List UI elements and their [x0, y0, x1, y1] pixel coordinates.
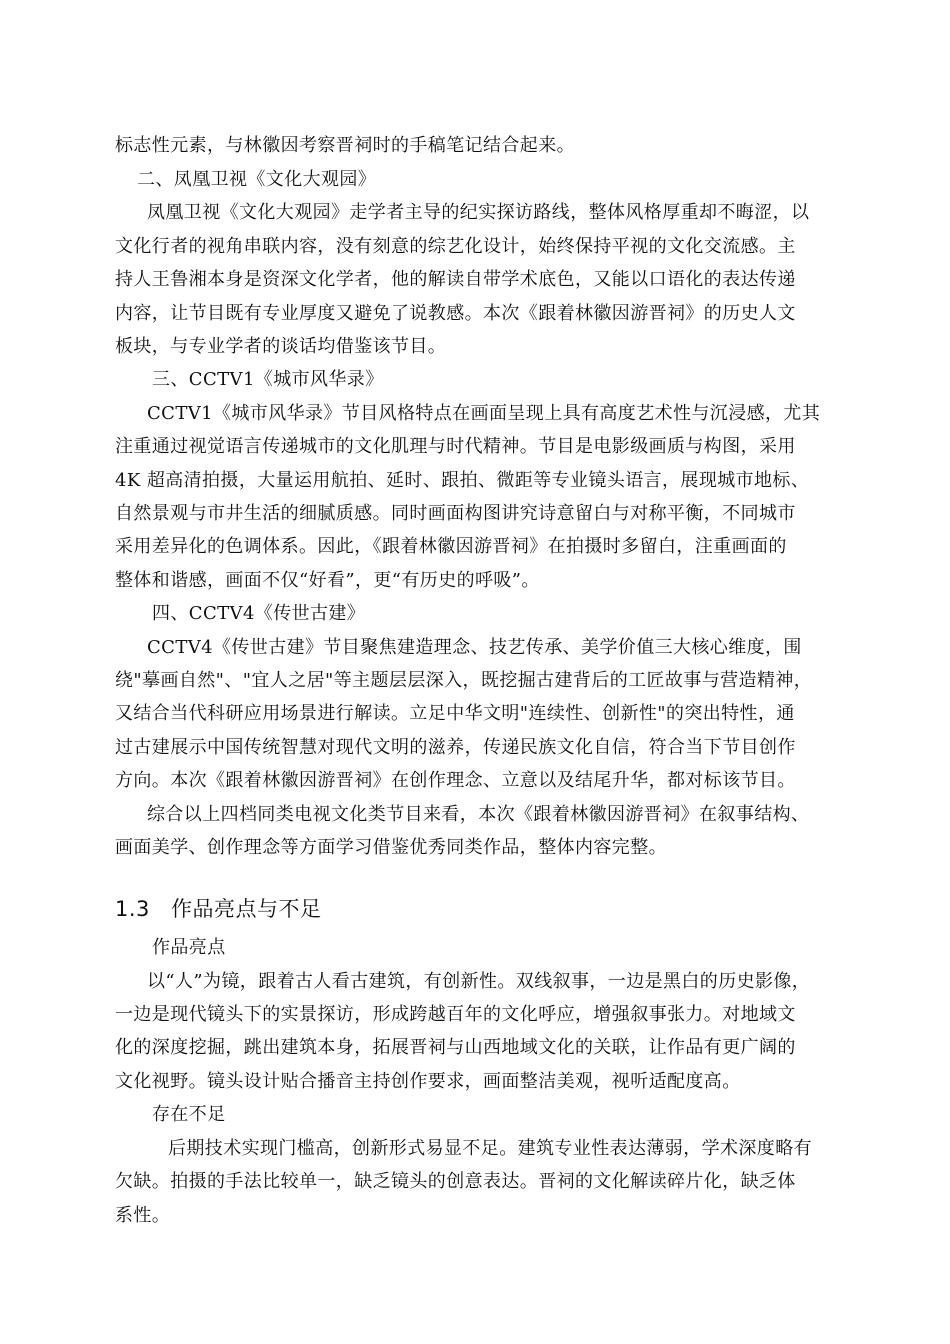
- section-title: 作品亮点与不足: [171, 897, 322, 921]
- paragraph-line: 凤凰卫视《文化大观园》走学者主导的纪实探访路线，整体风格厚重却不晦涩，以: [147, 202, 810, 223]
- paragraph-line: 系性。: [115, 1205, 171, 1226]
- section-number: 1.3: [115, 897, 150, 921]
- paragraph-line: 化的深度挖掘，跳出建筑本身，拓展晋祠与山西地域文化的关联，让作品有更广阔的: [115, 1037, 796, 1058]
- paragraph-line: 绕"摹画自然"、"宜人之居"等主题层层深入，既挖掘古建背后的工匠故事与营造精神，: [115, 670, 813, 691]
- paragraph-line: 又结合当代科研应用场景进行解读。立足中华文明"连续性、创新性"的突出特性，通: [115, 703, 795, 724]
- paragraph-line: 画面美学、创作理念等方面学习借鉴优秀同类作品，整体内容完整。: [115, 837, 667, 858]
- paragraph-line: CCTV1《城市风华录》节目风格特点在画面呈现上具有高度艺术性与沉浸感，尤其: [147, 403, 821, 424]
- subheading-cctv1: 三、CCTV1《城市风华录》: [152, 369, 384, 390]
- paragraph-line: 过古建展示中国传统智慧对现代文明的滋养，传递民族文化自信，符合当下节目创作: [115, 737, 796, 758]
- subheading-shortcomings: 存在不足: [152, 1104, 226, 1125]
- paragraph-line: 整体和谐感，画面不仅“好看”，更“有历史的呼吸”。: [115, 570, 540, 591]
- paragraph-line: CCTV4《传世古建》节目聚焦建造理念、技艺传承、美学价值三大核心维度，围: [147, 637, 802, 658]
- paragraph-line: 后期技术实现门槛高，创新形式易显不足。建筑专业性表达薄弱，学术深度略有: [168, 1138, 812, 1159]
- paragraph-line: 内容，让节目既有专业厚度又避免了说教感。本次《跟着林徽因游晋祠》的历史人文: [115, 303, 796, 324]
- subheading-cctv4: 四、CCTV4《传世古建》: [152, 603, 366, 624]
- paragraph-line: 采用差异化的色调体系。因此，《跟着林徽因游晋祠》在拍摄时多留白，注重画面的: [115, 536, 787, 557]
- paragraph-line: 板块，与专业学者的谈话均借鉴该节目。: [115, 336, 447, 357]
- paragraph-line: 欠缺。拍摄的手法比较单一，缺乏镜头的创意表达。晋祠的文化解读碎片化，缺乏体: [115, 1171, 796, 1192]
- paragraph-line: 文化行者的视角串联内容，没有刻意的综艺化设计，始终保持平视的文化交流感。主: [115, 236, 796, 257]
- paragraph-line: 文化视野。镜头设计贴合播音主持创作要求，画面整洁美观，视听适配度高。: [115, 1071, 741, 1092]
- paragraph-line: 4K 超高清拍摄，大量运用航拍、延时、跟拍、微距等专业镜头语言，展现城市地标、: [115, 470, 810, 491]
- paragraph-line: 以“人”为镜，跟着古人看古建筑，有创新性。双线叙事，一边是黑白的历史影像，: [147, 971, 811, 992]
- paragraph-line: 标志性元素，与林徽因考察晋祠时的手稿笔记结合起来。: [115, 135, 575, 156]
- section-heading: [115, 895, 322, 923]
- paragraph-line: 自然景观与市井生活的细腻质感。同时画面构图讲究诗意留白与对称平衡，不同城市: [115, 503, 796, 524]
- paragraph-line: 方向。本次《跟着林徽因游晋祠》在创作理念、立意以及结尾升华，都对标该节目。: [115, 770, 796, 791]
- paragraph-line: 注重通过视觉语言传递城市的文化肌理与时代精神。节目是电影级画质与构图，采用: [115, 436, 796, 457]
- paragraph-line: 一边是现代镜头下的实景探访，形成跨越百年的文化呼应，增强叙事张力。对地域文: [115, 1004, 796, 1025]
- paragraph-line: 持人王鲁湘本身是资深文化学者，他的解读自带学术底色，又能以口语化的表达传递: [115, 269, 796, 290]
- subheading-phoenix-tv: 二、凤凰卫视《文化大观园》: [137, 169, 377, 190]
- paragraph-line: 综合以上四档同类电视文化类节目来看，本次《跟着林徽因游晋祠》在叙事结构、: [147, 804, 810, 825]
- subheading-highlights: 作品亮点: [152, 937, 226, 958]
